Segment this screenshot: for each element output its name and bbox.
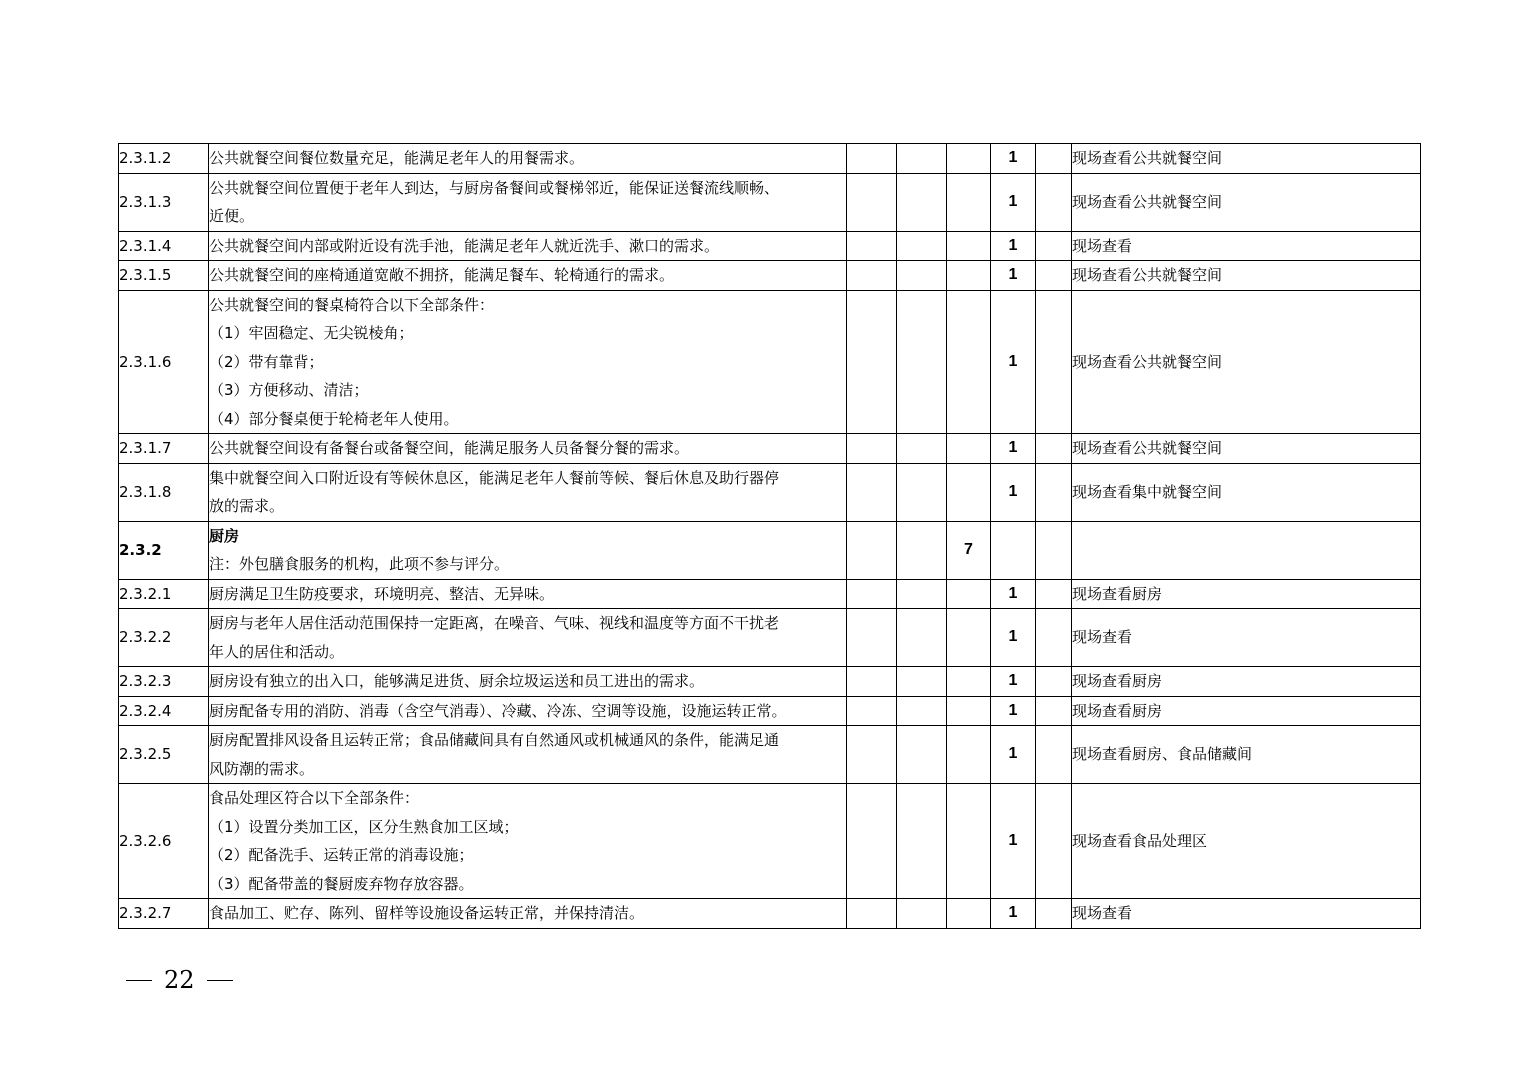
score-cell-c2 bbox=[897, 667, 947, 697]
description-line: （2）配备洗手、运转正常的消毒设施； bbox=[209, 846, 474, 864]
check-method-cell: 现场查看厨房 bbox=[1072, 696, 1421, 726]
description-line: （3）方便移动、清洁； bbox=[209, 381, 369, 399]
score-cell-c2 bbox=[897, 784, 947, 899]
score-cell-c2 bbox=[897, 579, 947, 609]
check-method-cell: 现场查看公共就餐空间 bbox=[1072, 144, 1421, 174]
score-cell-c5 bbox=[1036, 261, 1072, 291]
description-line: 公共就餐空间的餐桌椅符合以下全部条件： bbox=[209, 295, 495, 314]
description-line: （1）牢固稳定、无尖锐棱角； bbox=[209, 324, 414, 342]
score-cell-c5 bbox=[1036, 173, 1072, 231]
score-cell-c4: 1 bbox=[991, 144, 1036, 174]
score-cell-c1 bbox=[847, 290, 897, 434]
item-code-cell: 2.3.1.2 bbox=[119, 144, 209, 174]
score-cell-c4: 1 bbox=[991, 696, 1036, 726]
score-cell-c3 bbox=[947, 579, 991, 609]
description-line: 近便。 bbox=[209, 207, 255, 225]
description-line: 公共就餐空间位置便于老年人到达，与厨房备餐间或餐梯邻近，能保证送餐流线顺畅、 bbox=[209, 178, 780, 197]
score-cell-c3 bbox=[947, 667, 991, 697]
score-cell-c5 bbox=[1036, 231, 1072, 261]
description-line: 厨房与老年人居住活动范围保持一定距离，在噪音、气味、视线和温度等方面不干扰老 bbox=[209, 614, 780, 632]
score-cell-c1 bbox=[847, 173, 897, 231]
right-dash bbox=[207, 980, 233, 981]
item-code-cell: 2.3.1.3 bbox=[119, 173, 209, 231]
item-code-cell: 2.3.2.7 bbox=[119, 899, 209, 929]
description-line: （2）带有靠背； bbox=[209, 352, 324, 371]
description-line: （4）部分餐桌便于轮椅老年人使用。 bbox=[209, 409, 459, 428]
table-body bbox=[119, 144, 1421, 929]
description-line: 厨房满足卫生防疫要求，环境明亮、整洁、无异味。 bbox=[209, 584, 555, 603]
table-row bbox=[119, 144, 1421, 174]
check-method-cell: 现场查看厨房 bbox=[1072, 667, 1421, 697]
table-row bbox=[119, 609, 1421, 667]
item-description-cell bbox=[209, 899, 847, 929]
item-code-cell: 2.3.1.4 bbox=[119, 231, 209, 261]
score-cell-c1 bbox=[847, 609, 897, 667]
score-cell-c3 bbox=[947, 173, 991, 231]
item-description-cell bbox=[209, 726, 847, 784]
score-cell-c1 bbox=[847, 899, 897, 929]
left-dash bbox=[126, 980, 152, 981]
item-code-cell: 2.3.2.6 bbox=[119, 784, 209, 899]
score-cell-c1 bbox=[847, 144, 897, 174]
check-method-cell: 现场查看 bbox=[1072, 231, 1421, 261]
score-cell-c1 bbox=[847, 463, 897, 521]
score-cell-c5 bbox=[1036, 521, 1072, 579]
score-cell-c1 bbox=[847, 521, 897, 579]
score-cell-c1 bbox=[847, 579, 897, 609]
section-row bbox=[119, 521, 1421, 579]
check-method-cell: 现场查看公共就餐空间 bbox=[1072, 173, 1421, 231]
table-row bbox=[119, 784, 1421, 899]
item-code-cell: 2.3.2.3 bbox=[119, 667, 209, 697]
item-description-cell bbox=[209, 784, 847, 899]
score-cell-c4: 1 bbox=[991, 579, 1036, 609]
score-cell-c2 bbox=[897, 899, 947, 929]
item-code-cell: 2.3.1.7 bbox=[119, 434, 209, 464]
score-cell-c4: 1 bbox=[991, 463, 1036, 521]
description-line: 公共就餐空间内部或附近设有洗手池，能满足老年人就近洗手、漱口的需求。 bbox=[209, 236, 720, 255]
description-line: 年人的居住和活动。 bbox=[209, 642, 345, 661]
table-row bbox=[119, 434, 1421, 464]
item-description-cell bbox=[209, 261, 847, 291]
score-cell-c3 bbox=[947, 434, 991, 464]
score-cell-c2 bbox=[897, 261, 947, 291]
score-cell-c1 bbox=[847, 726, 897, 784]
page-number bbox=[126, 966, 233, 994]
description-line: 食品加工、贮存、陈列、留样等设施设备运转正常，并保持清洁。 bbox=[209, 904, 645, 922]
check-method-cell: 现场查看食品处理区 bbox=[1072, 784, 1421, 899]
description-line: （1）设置分类加工区，区分生熟食加工区域； bbox=[209, 817, 519, 836]
score-cell-c1 bbox=[847, 784, 897, 899]
table-row bbox=[119, 726, 1421, 784]
score-cell-c2 bbox=[897, 521, 947, 579]
item-description-cell bbox=[209, 609, 847, 667]
section-title: 厨房 bbox=[209, 526, 240, 545]
item-code-cell: 2.3.2 bbox=[119, 521, 209, 579]
description-line: 厨房设有独立的出入口，能够满足进货、厨余垃圾运送和员工进出的需求。 bbox=[209, 672, 705, 690]
table-row bbox=[119, 579, 1421, 609]
check-method-cell: 现场查看公共就餐空间 bbox=[1072, 261, 1421, 291]
description-line: 食品处理区符合以下全部条件： bbox=[209, 789, 420, 807]
check-method-cell: 现场查看 bbox=[1072, 899, 1421, 929]
score-cell-c5 bbox=[1036, 609, 1072, 667]
table-row bbox=[119, 173, 1421, 231]
score-cell-c4: 1 bbox=[991, 173, 1036, 231]
item-description-cell bbox=[209, 434, 847, 464]
check-method-cell: 现场查看公共就餐空间 bbox=[1072, 434, 1421, 464]
item-description-cell bbox=[209, 696, 847, 726]
score-cell-c2 bbox=[897, 609, 947, 667]
item-description-cell bbox=[209, 521, 847, 579]
score-cell-c2 bbox=[897, 290, 947, 434]
item-code-cell: 2.3.2.5 bbox=[119, 726, 209, 784]
score-cell-c3 bbox=[947, 231, 991, 261]
score-cell-c5 bbox=[1036, 726, 1072, 784]
item-code-cell: 2.3.2.1 bbox=[119, 579, 209, 609]
description-line: 公共就餐空间的座椅通道宽敞不拥挤，能满足餐车、轮椅通行的需求。 bbox=[209, 266, 675, 284]
score-cell-c4: 1 bbox=[991, 231, 1036, 261]
score-cell-c2 bbox=[897, 173, 947, 231]
score-cell-c3 bbox=[947, 290, 991, 434]
item-description-cell bbox=[209, 579, 847, 609]
item-description-cell bbox=[209, 667, 847, 697]
score-cell-c3 bbox=[947, 144, 991, 174]
description-line: 公共就餐空间餐位数量充足，能满足老年人的用餐需求。 bbox=[209, 149, 585, 167]
item-description-cell bbox=[209, 173, 847, 231]
description-line: 集中就餐空间入口附近设有等候休息区，能满足老年人餐前等候、餐后休息及助行器停 bbox=[209, 468, 780, 487]
table-row bbox=[119, 667, 1421, 697]
table-row bbox=[119, 290, 1421, 434]
score-cell-c3 bbox=[947, 899, 991, 929]
score-cell-c4: 1 bbox=[991, 434, 1036, 464]
score-cell-c2 bbox=[897, 726, 947, 784]
score-cell-c4: 1 bbox=[991, 261, 1036, 291]
score-cell-c4: 1 bbox=[991, 290, 1036, 434]
description-line: 风防潮的需求。 bbox=[209, 759, 315, 778]
score-cell-c5 bbox=[1036, 144, 1072, 174]
score-cell-c4 bbox=[991, 521, 1036, 579]
score-cell-c5 bbox=[1036, 434, 1072, 464]
item-code-cell: 2.3.2.2 bbox=[119, 609, 209, 667]
item-code-cell: 2.3.1.6 bbox=[119, 290, 209, 434]
item-description-cell bbox=[209, 144, 847, 174]
score-cell-c3: 7 bbox=[947, 521, 991, 579]
score-cell-c2 bbox=[897, 144, 947, 174]
score-cell-c3 bbox=[947, 609, 991, 667]
table-row bbox=[119, 261, 1421, 291]
score-cell-c1 bbox=[847, 667, 897, 697]
item-code-cell: 2.3.1.8 bbox=[119, 463, 209, 521]
description-line: 放的需求。 bbox=[209, 497, 285, 515]
score-cell-c2 bbox=[897, 434, 947, 464]
score-cell-c5 bbox=[1036, 667, 1072, 697]
score-cell-c5 bbox=[1036, 899, 1072, 929]
score-cell-c1 bbox=[847, 231, 897, 261]
description-line: 注：外包膳食服务的机构，此项不参与评分。 bbox=[209, 555, 510, 573]
score-cell-c2 bbox=[897, 231, 947, 261]
description-line: 厨房配备专用的消防、消毒（含空气消毒）、冷藏、冷冻、空调等设施，设施运转正常。 bbox=[209, 701, 787, 720]
table-row bbox=[119, 696, 1421, 726]
score-cell-c1 bbox=[847, 434, 897, 464]
description-line: 厨房配置排风设备且运转正常；食品储藏间具有自然通风或机械通风的条件，能满足通 bbox=[209, 731, 780, 749]
item-description-cell bbox=[209, 231, 847, 261]
item-description-cell bbox=[209, 463, 847, 521]
table-row bbox=[119, 899, 1421, 929]
score-cell-c1 bbox=[847, 261, 897, 291]
score-cell-c5 bbox=[1036, 696, 1072, 726]
score-cell-c5 bbox=[1036, 290, 1072, 434]
check-method-cell bbox=[1072, 521, 1421, 579]
score-cell-c4: 1 bbox=[991, 726, 1036, 784]
score-cell-c3 bbox=[947, 726, 991, 784]
check-method-cell: 现场查看厨房、食品储藏间 bbox=[1072, 726, 1421, 784]
item-code-cell: 2.3.1.5 bbox=[119, 261, 209, 291]
item-code-cell: 2.3.2.4 bbox=[119, 696, 209, 726]
description-line: 公共就餐空间设有备餐台或备餐空间，能满足服务人员备餐分餐的需求。 bbox=[209, 439, 690, 457]
score-cell-c3 bbox=[947, 696, 991, 726]
check-method-cell: 现场查看公共就餐空间 bbox=[1072, 290, 1421, 434]
check-method-cell: 现场查看集中就餐空间 bbox=[1072, 463, 1421, 521]
evaluation-table bbox=[118, 143, 1421, 929]
score-cell-c3 bbox=[947, 261, 991, 291]
score-cell-c1 bbox=[847, 696, 897, 726]
check-method-cell: 现场查看厨房 bbox=[1072, 579, 1421, 609]
score-cell-c3 bbox=[947, 784, 991, 899]
page-number-text: 22 bbox=[164, 966, 195, 994]
score-cell-c5 bbox=[1036, 784, 1072, 899]
score-cell-c2 bbox=[897, 463, 947, 521]
score-cell-c4: 1 bbox=[991, 609, 1036, 667]
score-cell-c2 bbox=[897, 696, 947, 726]
check-method-cell: 现场查看 bbox=[1072, 609, 1421, 667]
score-cell-c5 bbox=[1036, 579, 1072, 609]
table-row bbox=[119, 463, 1421, 521]
score-cell-c5 bbox=[1036, 463, 1072, 521]
description-line: （3）配备带盖的餐厨废弃物存放容器。 bbox=[209, 874, 474, 893]
score-cell-c4: 1 bbox=[991, 667, 1036, 697]
score-cell-c4: 1 bbox=[991, 784, 1036, 899]
score-cell-c3 bbox=[947, 463, 991, 521]
score-cell-c4: 1 bbox=[991, 899, 1036, 929]
table-row bbox=[119, 231, 1421, 261]
item-description-cell bbox=[209, 290, 847, 434]
